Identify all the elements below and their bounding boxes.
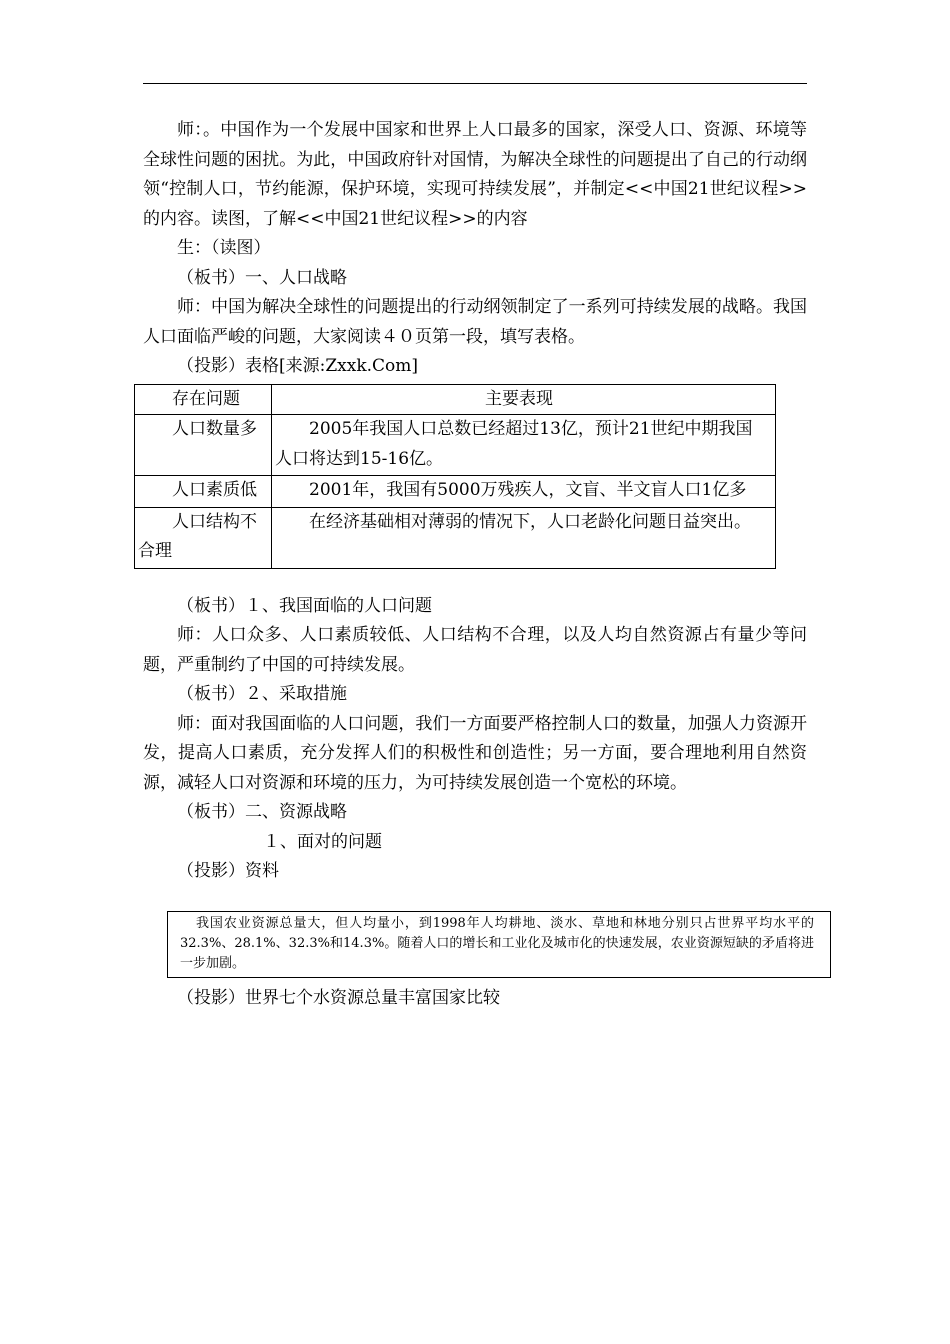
paragraph: 师：面对我国面临的人口问题，我们一方面要严格控制人口的数量，加强人力资源开发，提高人口素质，充分发挥人们的积极性和创造性；另一方面，要合理地利用自然资源，减轻人口对资源和环境的压力，为可持续发展创造一个宽松的环境。 <box>143 713 807 793</box>
spacer <box>143 569 807 592</box>
table-row <box>135 415 776 476</box>
table-row <box>135 507 776 568</box>
resource-info-box: 我国农业资源总量大，但人均量小，到1998年人均耕地、淡水、草地和林地分别只占世界平均水平的32.3%、28.1%、32.3%和14.3%。随着人口的增长和工业化及城市化的快速发展，农业资源短缺的矛盾将进一步加剧。 <box>167 911 831 978</box>
population-issues-table <box>134 384 776 569</box>
paragraph: （板书）２、采取措施 <box>177 684 347 704</box>
table-cell: 人口数量多 <box>135 415 272 476</box>
paragraph: （投影）表格[来源:Zxxk.Com] <box>177 356 419 376</box>
table-cell: 在经济基础相对薄弱的情况下，人口老龄化问题日益突出。 <box>272 507 776 568</box>
table-cell: 2001年，我国有5000万残疾人，文盲、半文盲人口1亿多 <box>272 476 776 508</box>
table-header-cell: 存在问题 <box>135 384 272 415</box>
document-body <box>138 116 814 1013</box>
paragraph: （板书）１、我国面临的人口问题 <box>177 595 432 616</box>
table-header-row <box>135 384 776 415</box>
table-header-cell: 主要表现 <box>272 384 776 415</box>
table-cell: 人口结构不合理 <box>135 507 272 568</box>
subheading: １、面对的问题 <box>263 831 382 852</box>
header-rule <box>143 83 807 84</box>
paragraph: （板书）一、人口战略 <box>177 267 347 288</box>
paragraph: （投影）资料 <box>177 861 279 881</box>
paragraph: 师：中国为解决全球性的问题提出的行动纲领制定了一系列可持续发展的战略。我国人口面临严峻的问题，大家阅读４０页第一段，填写表格。 <box>143 297 807 347</box>
paragraph: （板书）二、资源战略 <box>177 802 347 822</box>
paragraph: （投影）世界七个水资源总量丰富国家比较 <box>177 987 500 1008</box>
paragraph: 生：（读图） <box>177 238 271 258</box>
paragraph: 师：。中国作为一个发展中国家和世界上人口最多的国家，深受人口、资源、环境等全球性问题的困扰。为此，中国政府针对国情，为解决全球性的问题提出了自己的行动纲领“控制人口，节约能源，保护环境，实现可持续发展”，并制定<<中国21世纪议程>>的内容。读图，了解<<中国21世纪议程>>的内容 <box>143 120 807 229</box>
table-row <box>135 476 776 508</box>
paragraph: 师：人口众多、人口素质较低、人口结构不合理，以及人均自然资源占有量少等问题，严重制约了中国的可持续发展。 <box>143 625 807 675</box>
table-cell: 人口素质低 <box>135 476 272 508</box>
table-cell: 2005年我国人口总数已经超过13亿，预计21世纪中期我国人口将达到15-16亿。 <box>272 415 776 476</box>
